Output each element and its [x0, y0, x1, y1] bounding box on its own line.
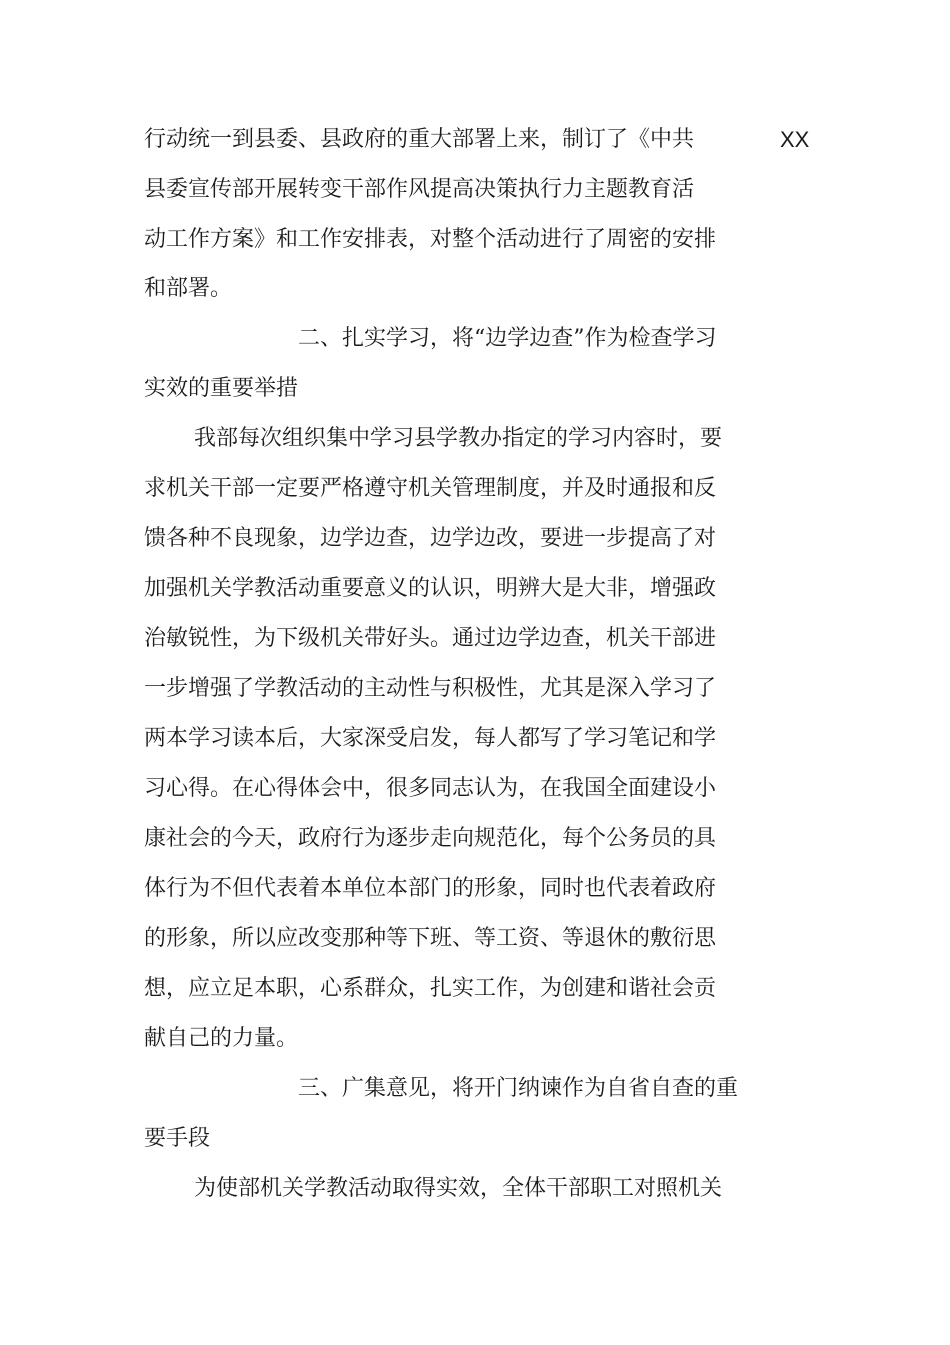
body-line: 我部每次组织集中学习县学教办指定的学习内容时，要	[194, 426, 723, 451]
body-line: 求机关干部一定要严格遵守机关管理制度，并及时通报和反	[144, 476, 717, 501]
body-line: 习心得。在心得体会中，很多同志认为，在我国全面建设小	[144, 776, 717, 801]
body-line: 的形象，所以应改变那种等下班、等工资、等退休的敷衍思	[144, 926, 717, 951]
body-line: 一步增强了学教活动的主动性与积极性，尤其是深入学习了	[144, 676, 717, 701]
body-line: 治敏锐性，为下级机关带好头。通过边学边查，机关干部进	[144, 626, 717, 651]
body-line: 动工作方案》和工作安排表，对整个活动进行了周密的安排	[144, 227, 717, 252]
section-heading: 二、扎实学习，将“边学边查”作为检查学习	[298, 326, 717, 351]
body-line: 康社会的今天，政府行为逐步走向规范化，每个公务员的具	[144, 826, 717, 851]
header-mark: XX	[780, 127, 810, 152]
section-heading: 三、广集意见，将开门纳谏作为自省自查的重	[298, 1076, 739, 1101]
body-line: 县委宣传部开展转变干部作风提高决策执行力主题教育活	[144, 177, 695, 202]
body-line: 想，应立足本职，心系群众，扎实工作，为创建和谐社会贡	[144, 976, 717, 1001]
body-line: 献自己的力量。	[144, 1026, 299, 1051]
body-line: 和部署。	[144, 276, 233, 301]
section-heading: 要手段	[144, 1126, 211, 1151]
body-line: 为使部机关学教活动取得实效，全体干部职工对照机关	[194, 1176, 723, 1201]
body-line: 体行为不但代表着本单位本部门的形象，同时也代表着政府	[144, 876, 717, 901]
body-line: 两本学习读本后，大家深受启发，每人都写了学习笔记和学	[144, 726, 717, 751]
body-line: 加强机关学教活动重要意义的认识，明辨大是大非，增强政	[144, 576, 717, 601]
body-line: 行动统一到县委、县政府的重大部署上来，制订了《中共	[144, 127, 695, 152]
section-heading: 实效的重要举措	[144, 376, 299, 401]
body-line: 馈各种不良现象，边学边查，边学边改，要进一步提高了对	[144, 526, 717, 551]
